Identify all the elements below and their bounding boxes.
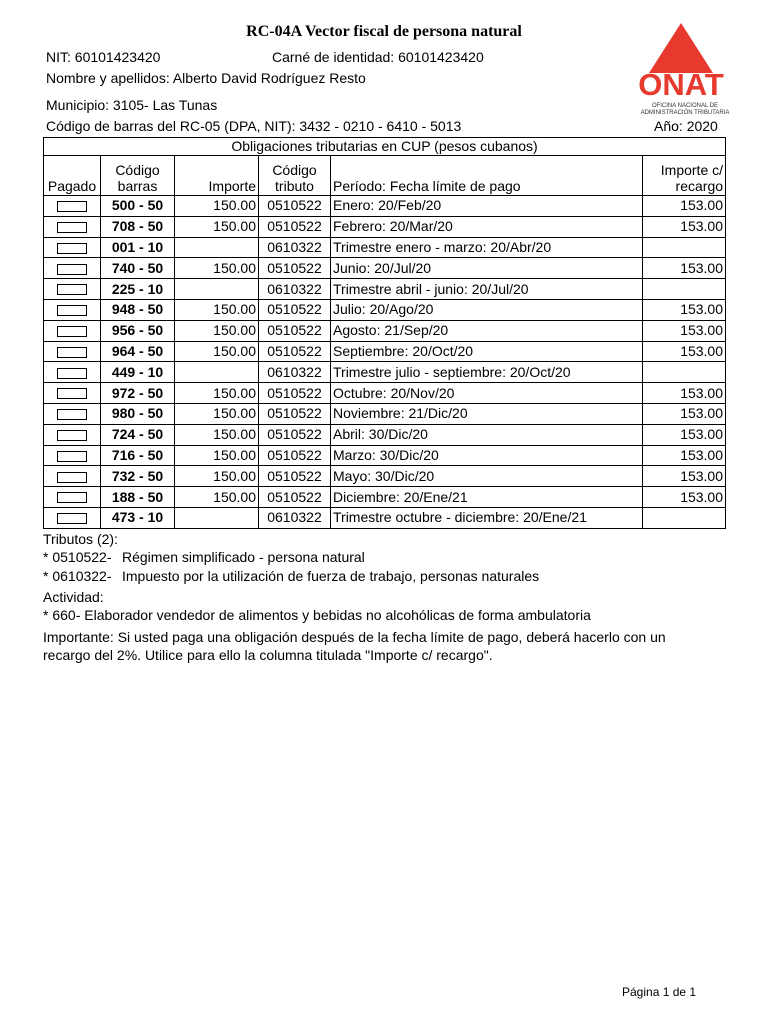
codigo-barras-cell: 001 - 10 <box>101 237 175 258</box>
codigo-tributo-cell: 0510522 <box>259 320 331 341</box>
table-row <box>44 507 726 528</box>
codigo-barras-cell: 500 - 50 <box>101 196 175 217</box>
pagado-cell <box>44 279 101 300</box>
codigo-tributo-cell: 0610322 <box>259 237 331 258</box>
table-caption-row <box>44 138 726 156</box>
importe-cell: 150.00 <box>175 424 259 445</box>
tributo-2-desc: Impuesto por la utilización de fuerza de trabajo, personas naturales <box>122 568 540 584</box>
codigo-tributo-cell: 0510522 <box>259 299 331 320</box>
pagado-checkbox[interactable] <box>57 409 87 420</box>
table-caption: Obligaciones tributarias en CUP (pesos cubanos) <box>44 138 726 156</box>
pagado-checkbox[interactable] <box>57 305 87 316</box>
codigo-barras-cell: 964 - 50 <box>101 341 175 362</box>
pagado-checkbox[interactable] <box>57 326 87 337</box>
table-row <box>44 279 726 300</box>
header-importe-recargo: Importe c/ recargo <box>643 156 726 196</box>
codigo-barras-cell: 732 - 50 <box>101 466 175 487</box>
importe-recargo-cell: 153.00 <box>643 196 726 217</box>
table-row <box>44 196 726 217</box>
table-row <box>44 487 726 508</box>
pagado-checkbox[interactable] <box>57 492 87 503</box>
codigo-barras-cell: 980 - 50 <box>101 403 175 424</box>
table-row <box>44 216 726 237</box>
table-header-row <box>44 156 726 196</box>
codigo-tributo-cell: 0510522 <box>259 403 331 424</box>
table-row <box>44 320 726 341</box>
importe-recargo-cell <box>643 362 726 383</box>
header-pagado: Pagado <box>44 156 101 196</box>
importe-cell: 150.00 <box>175 320 259 341</box>
codigo-barras-cell: 225 - 10 <box>101 279 175 300</box>
pagado-checkbox[interactable] <box>57 430 87 441</box>
table-row <box>44 383 726 404</box>
tributo-1-desc: Régimen simplificado - persona natural <box>122 549 365 565</box>
codigo-barras-cell: 948 - 50 <box>101 299 175 320</box>
importe-cell: 150.00 <box>175 466 259 487</box>
codigo-tributo-cell: 0510522 <box>259 445 331 466</box>
pagado-checkbox[interactable] <box>57 243 87 254</box>
importe-cell: 150.00 <box>175 216 259 237</box>
importante-line2: recargo del 2%. Utilice para ello la columna titulada "Importe c/ recargo". <box>43 647 493 663</box>
codigo-tributo-cell: 0510522 <box>259 466 331 487</box>
pagado-cell <box>44 403 101 424</box>
table-row <box>44 424 726 445</box>
tributos-title: Tributos (2): <box>43 531 118 547</box>
tributo-1-code: * 0510522- <box>43 549 112 565</box>
importe-recargo-cell: 153.00 <box>643 383 726 404</box>
importe-recargo-cell: 153.00 <box>643 487 726 508</box>
importante-line1: Importante: Si usted paga una obligación después de la fecha límite de pago, deberá hacerlo con un <box>43 629 666 645</box>
importe-cell: 150.00 <box>175 196 259 217</box>
table-row <box>44 466 726 487</box>
codigo-barras-cell: 956 - 50 <box>101 320 175 341</box>
importe-cell <box>175 362 259 383</box>
importe-recargo-cell: 153.00 <box>643 403 726 424</box>
pagado-checkbox[interactable] <box>57 347 87 358</box>
periodo-cell: Trimestre julio - septiembre: 20/Oct/20 <box>331 362 643 383</box>
table-row <box>44 403 726 424</box>
pagado-cell <box>44 424 101 445</box>
periodo-cell: Octubre: 20/Nov/20 <box>331 383 643 404</box>
periodo-cell: Trimestre octubre - diciembre: 20/Ene/21 <box>331 507 643 528</box>
importe-recargo-cell <box>643 507 726 528</box>
header-periodo: Período: Fecha límite de pago <box>331 156 643 196</box>
importe-cell: 150.00 <box>175 403 259 424</box>
importe-recargo-cell: 153.00 <box>643 341 726 362</box>
pagado-cell <box>44 445 101 466</box>
table-row <box>44 299 726 320</box>
pagado-cell <box>44 487 101 508</box>
periodo-cell: Julio: 20/Ago/20 <box>331 299 643 320</box>
importe-recargo-cell: 153.00 <box>643 299 726 320</box>
pagado-cell <box>44 362 101 383</box>
periodo-cell: Trimestre enero - marzo: 20/Abr/20 <box>331 237 643 258</box>
codigo-barras-cell: 716 - 50 <box>101 445 175 466</box>
pagado-cell <box>44 299 101 320</box>
nombre-field: Nombre y apellidos: Alberto David Rodríguez Resto <box>46 70 366 86</box>
header-codigo-barras: Código barras <box>101 156 175 196</box>
importe-recargo-cell: 153.00 <box>643 445 726 466</box>
codigo-tributo-cell: 0610322 <box>259 279 331 300</box>
codigo-tributo-cell: 0610322 <box>259 507 331 528</box>
importe-recargo-cell: 153.00 <box>643 320 726 341</box>
pagado-checkbox[interactable] <box>57 222 87 233</box>
codigo-tributo-cell: 0510522 <box>259 383 331 404</box>
importe-cell <box>175 237 259 258</box>
table-row <box>44 237 726 258</box>
codigo-barras-cell: 708 - 50 <box>101 216 175 237</box>
carne-field: Carné de identidad: 60101423420 <box>272 49 484 65</box>
obligations-table <box>43 137 726 529</box>
logo-line1: OFICINA NACIONAL DE <box>651 103 719 109</box>
periodo-cell: Enero: 20/Feb/20 <box>331 196 643 217</box>
onat-logo <box>633 23 729 121</box>
header-codigo-tributo: Código tributo <box>259 156 331 196</box>
pagado-cell <box>44 216 101 237</box>
codigo-tributo-cell: 0510522 <box>259 196 331 217</box>
logo-line2: ADMINISTRACIÓN TRIBUTARIA <box>640 110 729 116</box>
pagado-checkbox[interactable] <box>57 451 87 462</box>
codigo-tributo-cell: 0510522 <box>259 216 331 237</box>
importe-cell <box>175 507 259 528</box>
importe-cell <box>175 279 259 300</box>
logo-triangle-icon <box>649 23 713 73</box>
codigo-tributo-cell: 0510522 <box>259 424 331 445</box>
pagado-cell <box>44 258 101 279</box>
codigo-tributo-cell: 0610322 <box>259 362 331 383</box>
tributo-2-code: * 0610322- <box>43 568 112 584</box>
document-title: RC-04A Vector fiscal de persona natural <box>246 23 522 40</box>
importe-recargo-cell <box>643 279 726 300</box>
periodo-cell: Mayo: 30/Dic/20 <box>331 466 643 487</box>
periodo-cell: Junio: 20/Jul/20 <box>331 258 643 279</box>
periodo-cell: Abril: 30/Dic/20 <box>331 424 643 445</box>
importe-cell: 150.00 <box>175 383 259 404</box>
pagado-cell <box>44 196 101 217</box>
codigo-tributo-cell: 0510522 <box>259 258 331 279</box>
table-row <box>44 445 726 466</box>
pagado-checkbox[interactable] <box>57 201 87 212</box>
table-row <box>44 362 726 383</box>
codigo-barras-cell: 972 - 50 <box>101 383 175 404</box>
pagado-cell <box>44 466 101 487</box>
pagado-checkbox[interactable] <box>57 513 87 524</box>
anio-field: Año: 2020 <box>654 118 718 134</box>
actividad-title: Actividad: <box>43 589 104 605</box>
pagado-checkbox[interactable] <box>57 368 87 379</box>
codigo-barras-cell: 473 - 10 <box>101 507 175 528</box>
pagado-cell <box>44 507 101 528</box>
codigo-barras-cell: 188 - 50 <box>101 487 175 508</box>
periodo-cell: Agosto: 21/Sep/20 <box>331 320 643 341</box>
pagado-cell <box>44 237 101 258</box>
pagado-cell <box>44 383 101 404</box>
actividad-desc: * 660- Elaborador vendedor de alimentos y bebidas no alcohólicas de forma ambulatoria <box>43 607 591 623</box>
pagado-checkbox[interactable] <box>57 264 87 275</box>
importe-cell: 150.00 <box>175 299 259 320</box>
logo-text: ONAT <box>638 67 724 102</box>
nit-field: NIT: 60101423420 <box>46 49 161 65</box>
periodo-cell: Noviembre: 21/Dic/20 <box>331 403 643 424</box>
codigo-tributo-cell: 0510522 <box>259 341 331 362</box>
periodo-cell: Marzo: 30/Dic/20 <box>331 445 643 466</box>
table-row <box>44 258 726 279</box>
importe-recargo-cell: 153.00 <box>643 466 726 487</box>
importe-recargo-cell: 153.00 <box>643 216 726 237</box>
codigo-barras-field: Código de barras del RC-05 (DPA, NIT): 3432 - 0210 - 6410 - 5013 <box>46 118 462 134</box>
codigo-barras-cell: 740 - 50 <box>101 258 175 279</box>
pagado-checkbox[interactable] <box>57 388 87 399</box>
pagado-checkbox[interactable] <box>57 472 87 483</box>
codigo-barras-cell: 724 - 50 <box>101 424 175 445</box>
importe-recargo-cell: 153.00 <box>643 258 726 279</box>
page-number: Página 1 de 1 <box>622 985 697 999</box>
pagado-cell <box>44 341 101 362</box>
codigo-tributo-cell: 0510522 <box>259 487 331 508</box>
periodo-cell: Trimestre abril - junio: 20/Jul/20 <box>331 279 643 300</box>
municipio-field: Municipio: 3105- Las Tunas <box>46 97 218 113</box>
codigo-barras-cell: 449 - 10 <box>101 362 175 383</box>
importe-cell: 150.00 <box>175 258 259 279</box>
importe-cell: 150.00 <box>175 341 259 362</box>
periodo-cell: Septiembre: 20/Oct/20 <box>331 341 643 362</box>
periodo-cell: Febrero: 20/Mar/20 <box>331 216 643 237</box>
table-row <box>44 341 726 362</box>
importe-cell: 150.00 <box>175 487 259 508</box>
pagado-checkbox[interactable] <box>57 284 87 295</box>
importe-cell: 150.00 <box>175 445 259 466</box>
pagado-cell <box>44 320 101 341</box>
importe-recargo-cell <box>643 237 726 258</box>
header-importe: Importe <box>175 156 259 196</box>
periodo-cell: Diciembre: 20/Ene/21 <box>331 487 643 508</box>
importe-recargo-cell: 153.00 <box>643 424 726 445</box>
